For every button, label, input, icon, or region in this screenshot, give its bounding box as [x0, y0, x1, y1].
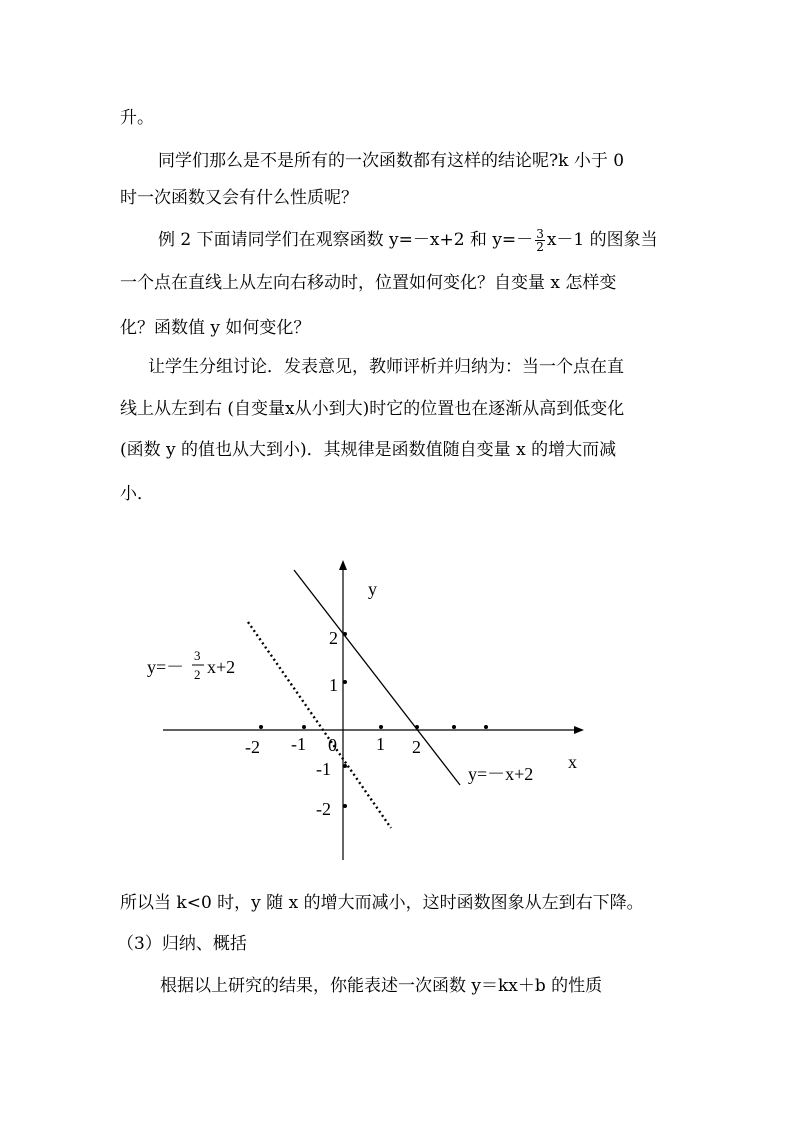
dotted-function-line	[248, 622, 391, 828]
paragraph-line	[158, 228, 658, 253]
y-axis-arrow-icon	[339, 560, 347, 570]
tick-dot	[302, 725, 306, 729]
paragraph-line: 化？函数值 y 如何变化？	[120, 318, 311, 338]
y-axis-label: y	[368, 579, 377, 599]
x-axis-arrow-icon	[574, 726, 584, 734]
x-tick-label: 1	[376, 734, 385, 754]
section-heading: （3）归纳、概括	[117, 934, 247, 954]
paragraph-line: 时一次函数又会有什么性质呢？	[120, 188, 358, 208]
paragraph-line: 升。	[120, 108, 154, 128]
dotted-line-label-numerator: 3	[194, 648, 201, 663]
x-tick-label: 2	[412, 737, 421, 757]
fraction	[535, 228, 545, 253]
paragraph-line: 线上从左到右 (自变量x从小到大)时它的位置也在逐渐从高到低变化	[120, 399, 625, 419]
paragraph-line: 同学们那么是不是所有的一次函数都有这样的结论呢?k 小于 0	[158, 151, 625, 171]
y-tick-label: -2	[316, 799, 331, 819]
paragraph-line: 所以当 k<0 时，y 随 x 的增大而减小，这时函数图象从左到右下降。	[120, 893, 644, 913]
fraction-denominator: 2	[536, 240, 544, 254]
solid-line-label: y=－x+2	[468, 764, 534, 784]
x-tick-label: -2	[245, 737, 260, 757]
paragraph-line: 让学生分组讨论．发表意见，教师评析并归纳为：当一个点在直	[148, 357, 624, 377]
x-axis-label: x	[568, 752, 577, 772]
y-tick-label: -1	[316, 759, 331, 779]
dotted-line-label: y=－	[147, 657, 185, 677]
text-segment: x－1 的图象当	[546, 230, 658, 250]
fraction-numerator: 3	[536, 227, 544, 241]
tick-dot	[452, 725, 456, 729]
tick-dot	[379, 725, 383, 729]
dotted-line-label-rest: x+2	[207, 657, 236, 677]
paragraph-line: 根据以上研究的结果，你能表述一次函数 y＝kx＋b 的性质	[160, 976, 603, 996]
tick-dot	[343, 764, 347, 768]
y-tick-label: 1	[329, 675, 338, 695]
origin-label: 0	[328, 735, 337, 755]
dotted-line-label-denominator: 2	[194, 667, 201, 682]
paragraph-line: 一个点在直线上从左向右移动时，位置如何变化？自变量 x 怎样变	[120, 273, 617, 293]
y-tick-label: 2	[329, 628, 338, 648]
text-segment: 例 2 下面请同学们在观察函数 y=－x+2 和 y=－	[158, 230, 534, 250]
tick-dot	[343, 680, 347, 684]
paragraph-line: 小．	[120, 484, 154, 504]
tick-dot	[484, 725, 488, 729]
paragraph-line: (函数 y 的值也从大到小)．其规律是函数值随自变量 x 的增大而减	[120, 440, 617, 460]
x-tick-label: -1	[291, 734, 306, 754]
function-graph	[0, 540, 794, 880]
tick-dot	[259, 725, 263, 729]
tick-dot	[343, 804, 347, 808]
